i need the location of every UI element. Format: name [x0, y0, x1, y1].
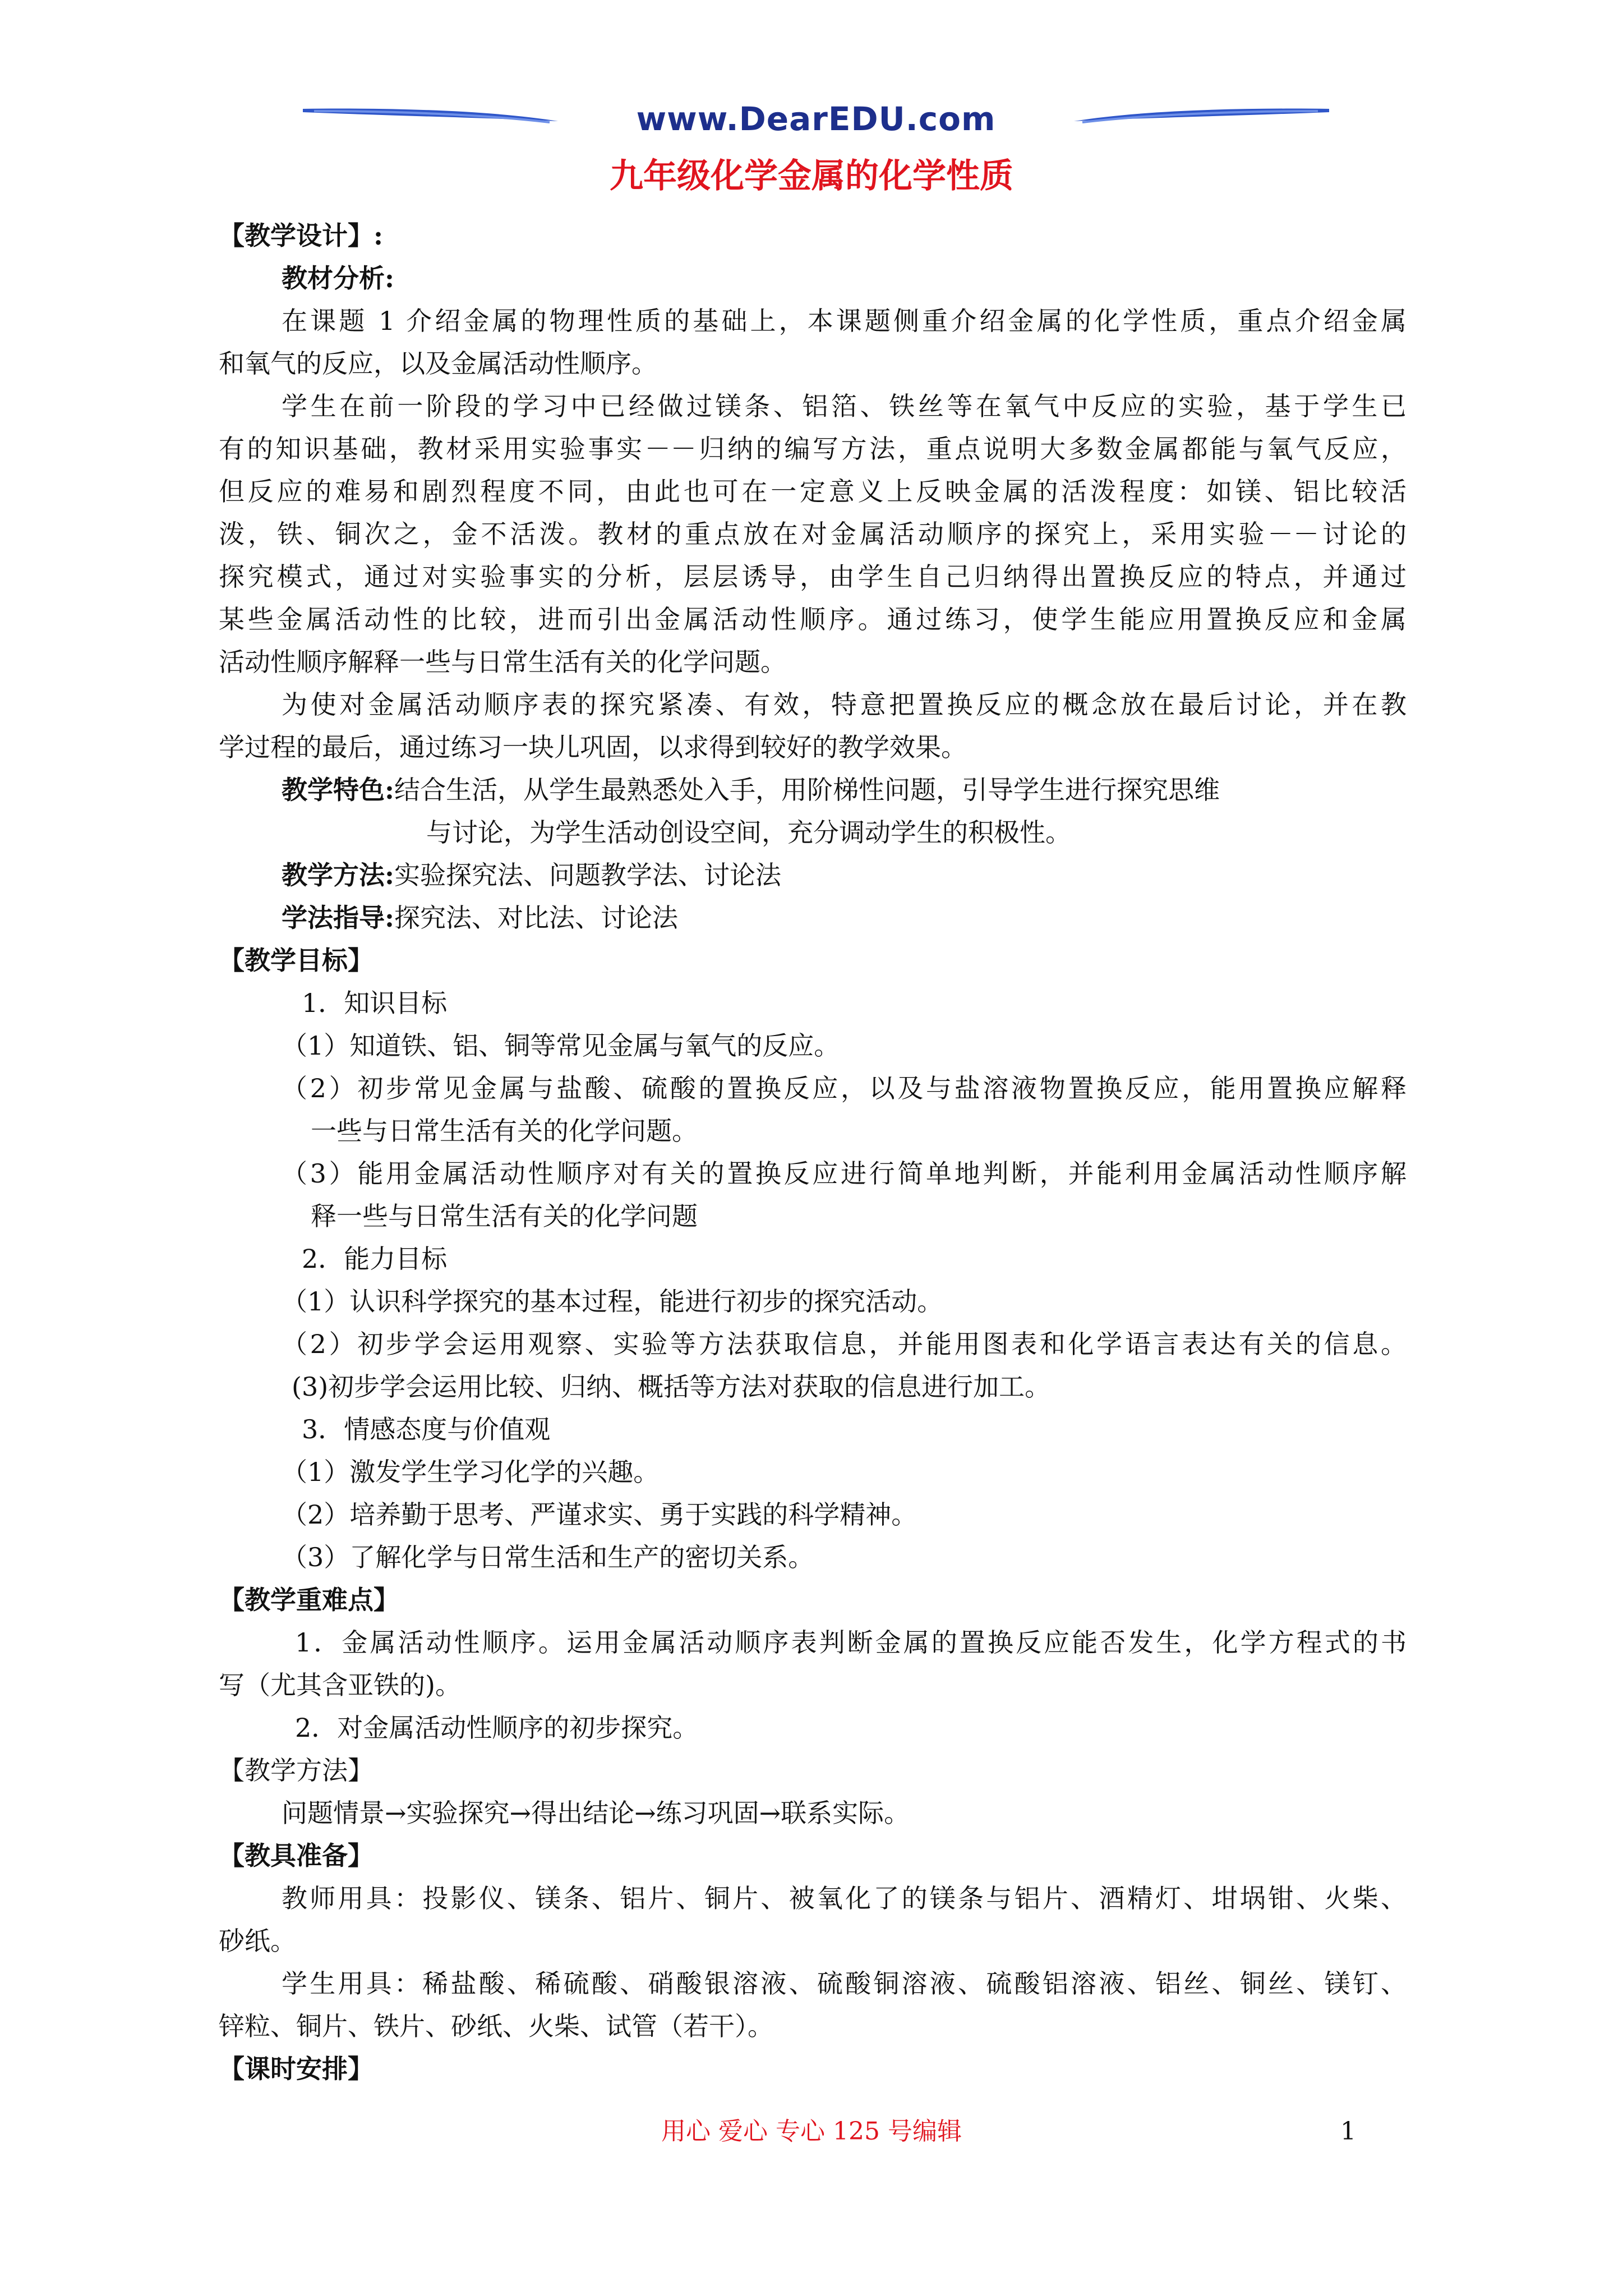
knowledge-item-2-line-1: （2）初步常见金属与盐酸、硫酸的置换反应，以及与盐溶液物置换反应，能用置换应解释	[282, 1073, 1407, 1103]
knowledge-item-3-line-2: 释一些与日常生活有关的化学问题	[311, 1201, 698, 1231]
knowledge-item-1: （1）知道铁、铝、铜等常见金属与氧气的反应。	[282, 1030, 840, 1061]
knowledge-goal-title: 1．知识目标	[302, 988, 448, 1018]
key-point-2: 2．对金属活动性顺序的初步探究。	[295, 1713, 699, 1743]
guide-label: 学法指导:	[282, 903, 394, 933]
analysis-p2-line-1: 学生在前一阶段的学习中已经做过镁条、铝箔、铁丝等在氧气中反应的实验，基于学生已	[282, 391, 1407, 421]
guide-text: 探究法、对比法、讨论法	[394, 903, 678, 933]
analysis-p2-line-3: 但反应的难易和剧烈程度不同，由此也可在一定意义上反映金属的活泼程度：如镁、铝比较活	[219, 476, 1407, 507]
method-flow-text: 问题情景→实验探究→得出结论→练习巩固→联系实际。	[282, 1798, 910, 1828]
emotion-goal-title: 3．情感态度与价值观	[302, 1414, 551, 1444]
guide-row	[219, 896, 1407, 939]
analysis-p2-line-4: 泼，铁、铜次之，金不活泼。教材的重点放在对金属活动顺序的探究上，采用实验－－讨论的	[219, 519, 1407, 549]
method-text: 实验探究法、问题教学法、讨论法	[394, 860, 781, 890]
analysis-p2-line-7: 活动性顺序解释一些与日常生活有关的化学问题。	[219, 647, 786, 677]
key-point-1-line-2: 写（尤其含亚铁的)。	[219, 1670, 461, 1700]
document-body	[219, 214, 1407, 2090]
section-heading-design: 【教学设计】:	[219, 220, 383, 251]
section-heading-method: 【教学方法】	[219, 1755, 374, 1786]
ability-item-3: (3)初步学会运用比较、归纳、概括等方法对获取的信息进行加工。	[292, 1372, 1051, 1402]
section-heading-goals: 【教学目标】	[219, 945, 374, 976]
analysis-p1-line-1: 在课题 1 介绍金属的物理性质的基础上，本课题侧重介绍金属的化学性质，重点介绍金属	[282, 306, 1407, 336]
site-header-banner	[303, 99, 1329, 139]
key-point-1-line-1: 1．金属活动性顺序。运用金属活动顺序表判断金属的置换反应能否发生，化学方程式的书	[295, 1627, 1407, 1658]
emotion-item-3: （3）了解化学与日常生活和生产的密切关系。	[282, 1542, 814, 1572]
method-row	[219, 854, 1407, 896]
section-heading-key-points: 【教学重难点】	[219, 1585, 399, 1615]
teacher-tools-line-1: 教师用具：投影仪、镁条、铝片、铜片、被氧化了的镁条与铝片、酒精灯、坩埚钳、火柴、	[282, 1883, 1407, 1913]
student-tools-line-2: 锌粒、铜片、铁片、砂纸、火柴、试管（若干）。	[219, 2011, 773, 2041]
method-label: 教学方法:	[282, 860, 394, 890]
feature-row	[219, 769, 1407, 811]
site-logo[interactable]: www.DearEDU.com	[636, 100, 996, 138]
footer-note: 用心 爱心 专心 125 号编辑	[661, 2117, 962, 2146]
analysis-p2-line-5: 探究模式，通过对实验事实的分析，层层诱导，由学生自己归纳得出置换反应的特点，并通过	[219, 562, 1407, 592]
ability-item-2: （2）初步学会运用观察、实验等方法获取信息，并能用图表和化学语言表达有关的信息。	[282, 1329, 1407, 1359]
student-tools-line-1: 学生用具：稀盐酸、稀硫酸、硝酸银溶液、硫酸铜溶液、硫酸铝溶液、铝丝、铜丝、镁钉、	[282, 1968, 1407, 1999]
analysis-label: 教材分析:	[282, 263, 394, 293]
analysis-p3-line-1: 为使对金属活动顺序表的探究紧凑、有效，特意把置换反应的概念放在最后讨论，并在教	[282, 689, 1407, 720]
section-heading-prep: 【教具准备】	[219, 1841, 374, 1871]
teacher-tools-line-2: 砂纸。	[219, 1926, 296, 1956]
analysis-p3-line-2: 学过程的最后，通过练习一块儿巩固，以求得到较好的教学效果。	[219, 732, 967, 762]
analysis-p1-line-2: 和氧气的反应，以及金属活动性顺序。	[219, 348, 657, 379]
ability-item-1: （1）认识科学探究的基本过程，能进行初步的探究活动。	[282, 1286, 943, 1317]
feature-label: 教学特色:	[282, 775, 394, 805]
analysis-p2-line-2: 有的知识基础，教材采用实验事实－－归纳的编写方法，重点说明大多数金属都能与氧气反应，	[219, 434, 1407, 464]
feature-text-line-1: 结合生活，从学生最熟悉处入手，用阶梯性问题，引导学生进行探究思维	[394, 775, 1220, 805]
document-title: 九年级化学金属的化学性质	[610, 157, 1013, 196]
section-heading-schedule: 【课时安排】	[219, 2054, 374, 2084]
feature-text-line-2: 与讨论，为学生活动创设空间，充分调动学生的积极性。	[426, 817, 1071, 848]
ability-goal-title: 2．能力目标	[302, 1244, 448, 1274]
analysis-p2-line-6: 某些金属活动性的比较，进而引出金属活动性顺序。通过练习，使学生能应用置换反应和金属	[219, 604, 1407, 634]
emotion-item-1: （1）激发学生学习化学的兴趣。	[282, 1457, 660, 1487]
emotion-item-2: （2）培养勤于思考、严谨求实、勇于实践的科学精神。	[282, 1499, 917, 1530]
page-number: 1	[1340, 2117, 1356, 2146]
knowledge-item-2-line-2: 一些与日常生活有关的化学问题。	[311, 1116, 698, 1146]
knowledge-item-3-line-1: （3）能用金属活动性顺序对有关的置换反应进行简单地判断，并能利用金属活动性顺序解	[282, 1158, 1407, 1189]
